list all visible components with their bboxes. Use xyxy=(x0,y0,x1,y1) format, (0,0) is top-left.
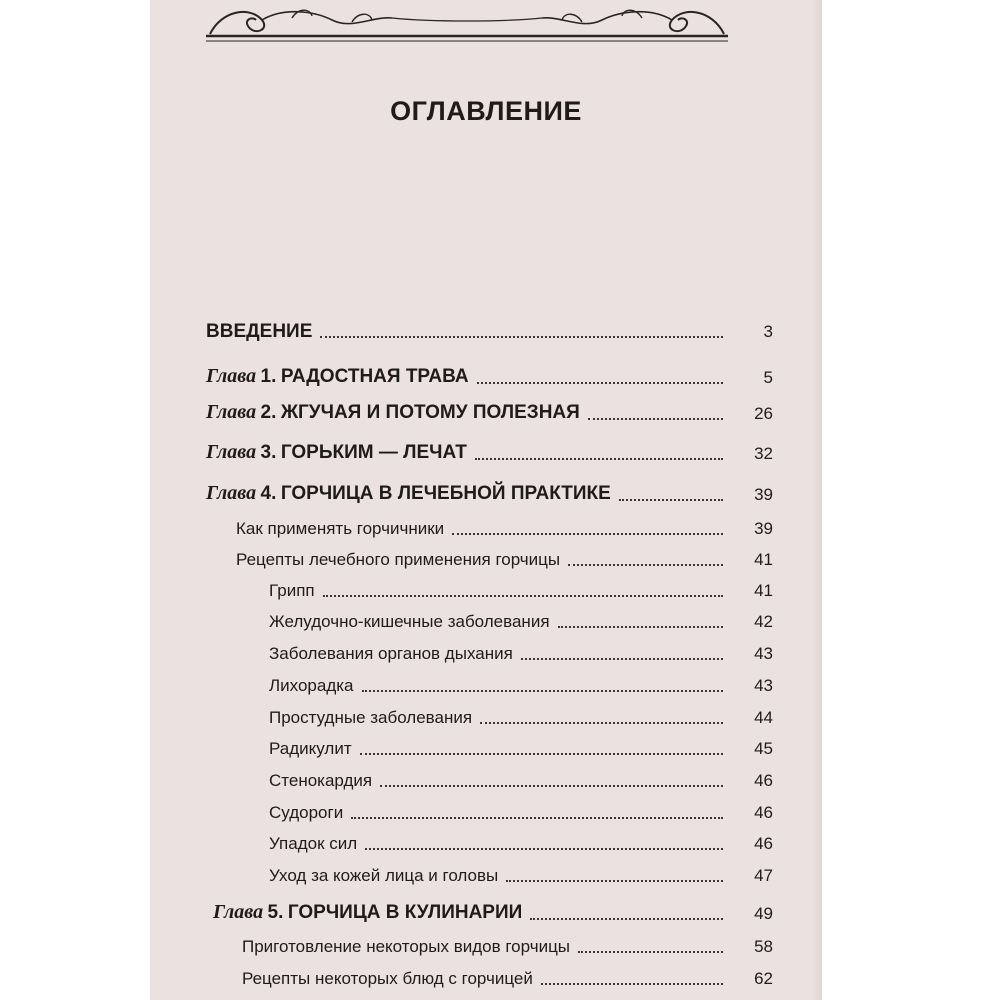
toc-leader-dots xyxy=(360,753,723,755)
toc-entry-label: Рецепты некоторых блюд с горчицей xyxy=(242,969,533,988)
toc-page-number: 49 xyxy=(754,904,773,923)
toc-leader-dots xyxy=(475,458,723,460)
chapter-number: 4. xyxy=(260,483,277,504)
book-page xyxy=(150,0,822,1000)
toc-page-number: 46 xyxy=(754,771,773,790)
toc-page-number: 47 xyxy=(754,866,773,885)
toc-entry-subsection xyxy=(269,577,773,603)
toc-entry-section xyxy=(236,515,773,541)
toc-entry-label xyxy=(206,440,467,466)
toc-page-number: 32 xyxy=(754,444,773,463)
toc-entry-subsection xyxy=(269,799,773,825)
toc-entry-label: Простудные заболевания xyxy=(269,708,473,727)
toc-page-number: 3 xyxy=(763,322,773,341)
toc-leader-dots xyxy=(452,533,723,535)
chapter-number: 3. xyxy=(260,442,277,463)
chapter-title: ЖГУЧАЯ И ПОТОМУ ПОЛЕЗНАЯ xyxy=(280,402,580,423)
toc-leader-dots xyxy=(578,951,723,953)
toc-leader-dots xyxy=(530,918,723,920)
ornament-icon xyxy=(202,0,732,50)
toc-leader-dots xyxy=(365,848,723,850)
toc-entry-label: Заболевания органов дыхания xyxy=(269,644,513,663)
toc-page-number: 44 xyxy=(754,708,773,727)
toc-leader-dots xyxy=(506,880,723,882)
toc-entry-subsection xyxy=(269,767,773,793)
toc-entry-chapter-1 xyxy=(206,364,773,390)
toc-page-number: 46 xyxy=(754,803,773,822)
toc-page-number: 42 xyxy=(754,612,773,631)
toc-entry-label xyxy=(206,481,611,507)
toc-entry-label xyxy=(206,400,580,426)
toc-entry-label: Грипп xyxy=(269,581,315,600)
chapter-prefix: Глава xyxy=(206,441,257,463)
toc-entry-label: ВВЕДЕНИЕ xyxy=(206,321,313,342)
toc-leader-dots xyxy=(558,626,723,628)
toc-leader-dots xyxy=(480,722,723,724)
chapter-title: ГОРЧИЦА В ЛЕЧЕБНОЙ ПРАКТИКЕ xyxy=(280,483,611,504)
toc-entry-label: Приготовление некоторых видов горчицы xyxy=(242,937,571,956)
toc-entry-subsection xyxy=(269,735,773,761)
toc-entry-section xyxy=(242,933,773,959)
toc-entry-subsection xyxy=(269,640,773,666)
toc-page-number: 43 xyxy=(754,644,773,663)
toc-entry-label: Стенокардия xyxy=(269,771,373,790)
toc-page-number: 62 xyxy=(754,969,773,988)
toc-leader-dots xyxy=(380,785,723,787)
toc-entry-chapter-5 xyxy=(213,900,773,926)
toc-leader-dots xyxy=(588,418,723,420)
page-title: ОГЛАВЛЕНИЕ xyxy=(390,96,582,126)
chapter-number: 5. xyxy=(267,902,284,923)
page-edge-shadow xyxy=(812,0,822,1000)
toc-entry-label: Радикулит xyxy=(269,739,352,758)
toc-entry-label: Как применять горчичники xyxy=(236,519,445,538)
chapter-title: ГОРЬКИМ — ЛЕЧАТ xyxy=(280,442,467,463)
toc-leader-dots xyxy=(619,499,723,501)
toc-entry-subsection xyxy=(269,704,773,730)
toc-entry-subsection xyxy=(269,608,773,634)
toc-entry-label: Уход за кожей лица и головы xyxy=(269,866,499,885)
toc-page-number: 58 xyxy=(754,937,773,956)
toc-page-number: 41 xyxy=(754,581,773,600)
chapter-prefix: Глава xyxy=(206,401,257,423)
toc-entry-label xyxy=(206,364,469,390)
toc-leader-dots xyxy=(351,817,723,819)
toc-leader-dots xyxy=(568,564,723,566)
toc-entry-label xyxy=(213,900,522,926)
toc-entry-subsection xyxy=(269,862,773,888)
toc-leader-dots xyxy=(541,983,723,985)
toc-page-number: 43 xyxy=(754,676,773,695)
toc-entry-label: Рецепты лечебного применения горчицы xyxy=(236,550,561,569)
toc-entry-chapter-2 xyxy=(206,400,773,426)
toc-entry-introduction xyxy=(206,318,773,344)
toc-leader-dots xyxy=(323,595,723,597)
chapter-prefix: Глава xyxy=(206,365,257,387)
chapter-prefix: Глава xyxy=(206,482,257,504)
toc-page-number: 46 xyxy=(754,834,773,853)
toc-leader-dots xyxy=(477,382,723,384)
chapter-number: 1. xyxy=(260,366,277,387)
toc-entry-subsection xyxy=(269,830,773,856)
toc-entry-label: Желудочно-кишечные заболевания xyxy=(269,612,550,631)
toc-page-number: 39 xyxy=(754,519,773,538)
toc-page-number: 5 xyxy=(763,368,773,387)
toc-entry-label: Судороги xyxy=(269,803,344,822)
toc-entry-chapter-4 xyxy=(206,481,773,507)
toc-entry-label: Упадок сил xyxy=(269,834,358,853)
toc-page-number: 41 xyxy=(754,550,773,569)
toc-entry-subsection xyxy=(269,672,773,698)
toc-page-number: 45 xyxy=(754,739,773,758)
toc-page-number: 26 xyxy=(754,404,773,423)
toc-entry-chapter-3 xyxy=(206,440,773,466)
chapter-prefix: Глава xyxy=(213,901,264,923)
toc-entry-section xyxy=(236,546,773,572)
toc-page-number: 39 xyxy=(754,485,773,504)
chapter-title: РАДОСТНАЯ ТРАВА xyxy=(280,366,469,387)
chapter-number: 2. xyxy=(260,402,277,423)
toc-leader-dots xyxy=(521,658,723,660)
toc-leader-dots xyxy=(320,336,723,338)
toc-entry-section xyxy=(242,965,773,991)
toc-leader-dots xyxy=(362,690,723,692)
chapter-title: ГОРЧИЦА В КУЛИНАРИИ xyxy=(287,902,523,923)
toc-entry-label: Лихорадка xyxy=(269,676,354,695)
